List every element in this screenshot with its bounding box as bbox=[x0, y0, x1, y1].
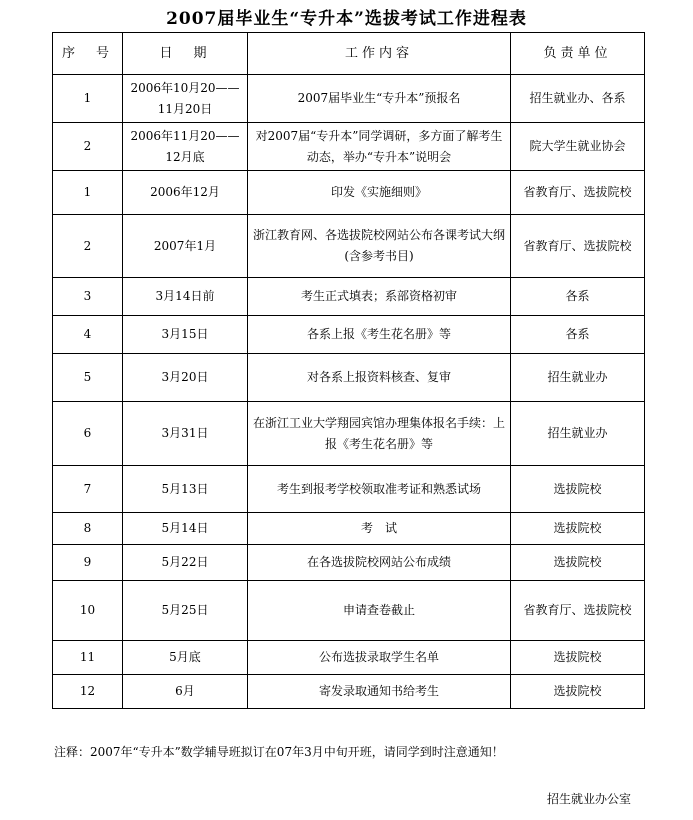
cell-content: 考生正式填表；系部资格初审 bbox=[248, 278, 511, 316]
cell-date: 6月 bbox=[123, 675, 248, 709]
cell-content: 对2007届“专升本”同学调研，多方面了解考生动态，举办“专升本”说明会 bbox=[248, 123, 511, 171]
header-content: 工作内容 bbox=[248, 33, 511, 75]
cell-no: 7 bbox=[53, 466, 123, 513]
cell-unit: 省教育厅、选拔院校 bbox=[511, 215, 645, 278]
cell-content: 申请查卷截止 bbox=[248, 581, 511, 641]
header-unit: 负责单位 bbox=[511, 33, 645, 75]
table-row bbox=[53, 466, 645, 513]
cell-no: 6 bbox=[53, 402, 123, 466]
cell-no: 8 bbox=[53, 513, 123, 545]
cell-content: 在各选拔院校网站公布成绩 bbox=[248, 545, 511, 581]
table-header-row bbox=[53, 33, 645, 75]
cell-content: 考生到报考学校领取准考证和熟悉试场 bbox=[248, 466, 511, 513]
cell-content: 考 试 bbox=[248, 513, 511, 545]
cell-unit: 选拔院校 bbox=[511, 641, 645, 675]
cell-unit: 各系 bbox=[511, 316, 645, 354]
footnote: 注释：2007年“专升本”数学辅导班拟订在07年3月中旬开班，请同学到时注意通知！ bbox=[54, 745, 504, 759]
cell-unit: 选拔院校 bbox=[511, 675, 645, 709]
cell-date: 2006年10月20——11月20日 bbox=[123, 75, 248, 123]
table-row bbox=[53, 354, 645, 402]
header-date: 日 期 bbox=[123, 33, 248, 75]
cell-unit: 省教育厅、选拔院校 bbox=[511, 171, 645, 215]
table-row bbox=[53, 641, 645, 675]
cell-unit: 选拔院校 bbox=[511, 513, 645, 545]
signature: 招生就业办公室 bbox=[546, 792, 631, 806]
cell-date: 5月底 bbox=[123, 641, 248, 675]
cell-date: 2007年1月 bbox=[123, 215, 248, 278]
cell-no: 9 bbox=[53, 545, 123, 581]
cell-date: 2006年12月 bbox=[123, 171, 248, 215]
cell-no: 1 bbox=[53, 171, 123, 215]
cell-unit: 选拔院校 bbox=[511, 545, 645, 581]
cell-unit: 招生就业办 bbox=[511, 402, 645, 466]
cell-date: 3月14日前 bbox=[123, 278, 248, 316]
table-row bbox=[53, 215, 645, 278]
table-row bbox=[53, 402, 645, 466]
cell-no: 3 bbox=[53, 278, 123, 316]
table-row bbox=[53, 513, 645, 545]
table-row bbox=[53, 171, 645, 215]
cell-no: 5 bbox=[53, 354, 123, 402]
cell-date: 3月15日 bbox=[123, 316, 248, 354]
cell-no: 4 bbox=[53, 316, 123, 354]
cell-date: 5月14日 bbox=[123, 513, 248, 545]
cell-unit: 选拔院校 bbox=[511, 466, 645, 513]
table-row bbox=[53, 675, 645, 709]
table-row bbox=[53, 123, 645, 171]
table-row bbox=[53, 316, 645, 354]
cell-content: 2007届毕业生“专升本”预报名 bbox=[248, 75, 511, 123]
cell-unit: 各系 bbox=[511, 278, 645, 316]
cell-unit: 院大学生就业协会 bbox=[511, 123, 645, 171]
cell-unit: 招生就业办 bbox=[511, 354, 645, 402]
cell-date: 5月25日 bbox=[123, 581, 248, 641]
cell-date: 2006年11月20——12月底 bbox=[123, 123, 248, 171]
cell-content: 对各系上报资料核查、复审 bbox=[248, 354, 511, 402]
table-row bbox=[53, 75, 645, 123]
cell-date: 5月22日 bbox=[123, 545, 248, 581]
cell-date: 5月13日 bbox=[123, 466, 248, 513]
cell-no: 2 bbox=[53, 123, 123, 171]
cell-content: 各系上报《考生花名册》等 bbox=[248, 316, 511, 354]
cell-no: 1 bbox=[53, 75, 123, 123]
cell-no: 10 bbox=[53, 581, 123, 641]
cell-date: 3月31日 bbox=[123, 402, 248, 466]
table-row bbox=[53, 278, 645, 316]
cell-no: 11 bbox=[53, 641, 123, 675]
header-no: 序 号 bbox=[53, 33, 123, 75]
cell-no: 12 bbox=[53, 675, 123, 709]
cell-unit: 省教育厅、选拔院校 bbox=[511, 581, 645, 641]
table-row bbox=[53, 545, 645, 581]
cell-content: 浙江教育网、各选拔院校网站公布各课考试大纲(含参考书目) bbox=[248, 215, 511, 278]
schedule-table bbox=[52, 32, 645, 709]
page-title: 2007届毕业生“专升本”选拔考试工作进程表 bbox=[166, 9, 527, 29]
cell-no: 2 bbox=[53, 215, 123, 278]
cell-date: 3月20日 bbox=[123, 354, 248, 402]
table-row bbox=[53, 581, 645, 641]
cell-content: 公布选拔录取学生名单 bbox=[248, 641, 511, 675]
cell-content: 印发《实施细则》 bbox=[248, 171, 511, 215]
cell-content: 在浙江工业大学翔园宾馆办理集体报名手续：上报《考生花名册》等 bbox=[248, 402, 511, 466]
cell-content: 寄发录取通知书给考生 bbox=[248, 675, 511, 709]
cell-unit: 招生就业办、各系 bbox=[511, 75, 645, 123]
